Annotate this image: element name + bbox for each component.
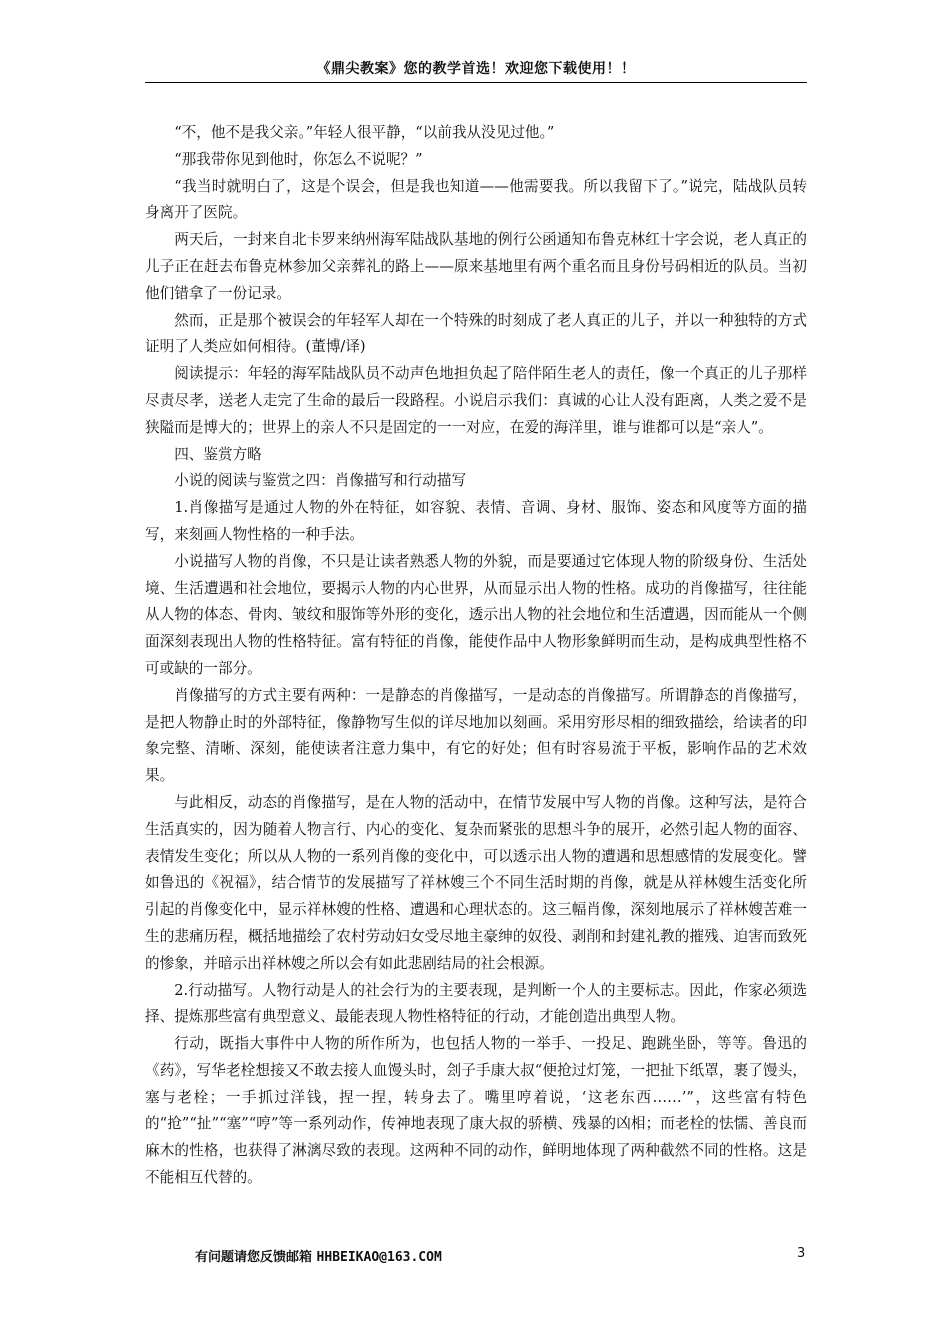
paragraph: 2.行动描写。人物行动是人的社会行为的主要表现，是判断一个人的主要标志。因此，作家必须选择、提炼那些富有典型意义、最能表现人物性格特征的行动，才能创造出典型人物。 xyxy=(145,981,807,1026)
footer-email: HHBEIKAO@163.COM xyxy=(316,1250,442,1265)
paragraph: 小说描写人物的肖像，不只是让读者熟悉人物的外貌，而是要通过它体现人物的阶级身份、生活处境、生活遭遇和社会地位，要揭示人物的内心世界，从而显示出人物的性格。成功的肖像描写，往往能从人物的体态、骨肉、皱纹和服饰等外形的变化，透示出人物的社会地位和生活遭遇，因而能从一个侧面深刻表现出人物的性格特征。富有特征的肖像，能使作品中人物形象鲜明而生动，是构成典型性格不可或缺的一部分。 xyxy=(145,552,807,677)
section-heading: 四、鉴赏方略 xyxy=(174,445,262,463)
footer-feedback xyxy=(195,1246,442,1265)
paragraph: 行动，既指大事件中人物的所作所为，也包括人物的一举手、一投足、跑跳坐卧，等等。鲁迅的《药》，写华老栓想接又不敢去接人血馒头时，刽子手康大叔“便抢过灯笼，一把扯下纸罩，裹了馒头，塞与老栓；一手抓过洋钱，捏一捏，转身去了。嘴里哼着说，‘这老东西……’”，这些富有特色的“抢”“扯”“塞”“哼”等一系列动作，传神地表现了康大叔的骄横、残暴的凶相；而老栓的怯懦、善良而麻木的性格，也获得了淋漓尽致的表现。这两种不同的动作，鲜明地体现了两种截然不同的性格。这是不能相互代替的。 xyxy=(145,1035,807,1187)
header-divider xyxy=(145,82,807,83)
paragraph: 肖像描写的方式主要有两种：一是静态的肖像描写，一是动态的肖像描写。所谓静态的肖像描写，是把人物静止时的外部特征，像静物写生似的详尽地加以刻画。采用穷形尽相的细致描绘，给读者的印象完整、清晰、深刻，能使读者注意力集中，有它的好处；但有时容易流于平板，影响作品的艺术效果。 xyxy=(145,686,807,785)
paragraph: “不，他不是我父亲。”年轻人很平静，“以前我从没见过他。” xyxy=(174,124,555,141)
page-number: 3 xyxy=(797,1246,806,1261)
paragraph: 阅读提示：年轻的海军陆战队员不动声色地担负起了陪伴陌生老人的责任，像一个真正的儿子那样尽责尽孝，送老人走完了生命的最后一段路程。小说启示我们：真诚的心让人没有距离，人类之爱不是狭隘而是博大的；世界上的亲人不只是固定的一一对应，在爱的海洋里，谁与谁都可以是“亲人”。 xyxy=(145,365,807,436)
document-body xyxy=(145,120,807,1192)
paragraph: 1.肖像描写是通过人物的外在特征，如容貌、表情、音调、身材、服饰、姿态和风度等方面的描写，来刻画人物性格的一种手法。 xyxy=(145,499,807,543)
paragraph: “我当时就明白了，这是个误会，但是我也知道——他需要我。所以我留下了。”说完，陆战队员转身离开了医院。 xyxy=(145,177,807,222)
page-header-title: 《鼎尖教案》您的教学首选！欢迎您下载使用！！ xyxy=(316,61,636,77)
paragraph: 与此相反，动态的肖像描写，是在人物的活动中，在情节发展中写人物的肖像。这种写法，是符合生活真实的，因为随着人物言行、内心的变化、复杂而紧张的思想斗争的展开，必然引起人物的面容、表情发生变化；所以从人物的一系列肖像的变化中，可以透示出人物的遭遇和思想感情的发展变化。譬如鲁迅的《祝福》，结合情节的发展描写了祥林嫂三个不同生活时期的肖像，就是从祥林嫂生活变化所引起的肖像变化中，显示祥林嫂的性格、遭遇和心理状态的。这三幅肖像，深刻地展示了祥林嫂苦难一生的悲痛历程，概括地描绘了农村劳动妇女受尽地主豪绅的奴役、剥削和封建礼教的摧残、迫害而致死的惨象，并暗示出祥林嫂之所以会有如此悲剧结局的社会根源。 xyxy=(145,793,807,972)
subsection-heading: 小说的阅读与鉴赏之四：肖像描写和行动描写 xyxy=(174,472,467,490)
paragraph: “那我带你见到他时，你怎么不说呢？” xyxy=(174,150,423,168)
paragraph: 两天后，一封来自北卡罗来纳州海军陆战队基地的例行公函通知布鲁克林红十字会说，老人真正的儿子正在赶去布鲁克林参加父亲葬礼的路上——原来基地里有两个重名而且身份号码相近的队员。当初他们错拿了一份记录。 xyxy=(145,231,807,302)
footer-feedback-label: 有问题请您反馈邮箱 xyxy=(195,1250,313,1265)
paragraph: 然而，正是那个被误会的年轻军人却在一个特殊的时刻成了老人真正的儿子，并以一种独特的方式证明了人类应如何相待。(董博/译) xyxy=(145,311,807,356)
